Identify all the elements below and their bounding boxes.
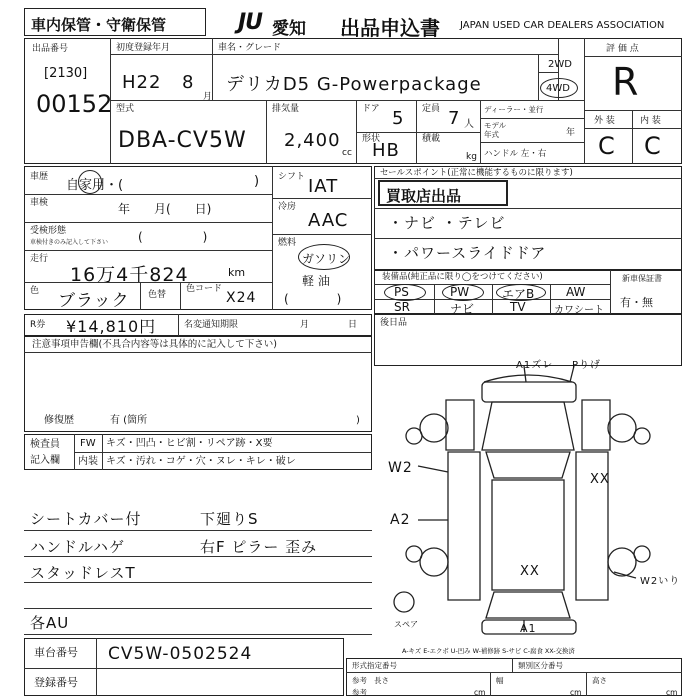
shift-label: シフト [278, 172, 306, 182]
equip-leather: カワシート [554, 305, 604, 316]
diag-xx-rear: XX [520, 564, 540, 579]
corner-label: 車内保管・守衛保管 [31, 16, 167, 34]
notice-day: 日 [348, 320, 358, 330]
remark-3: スタッドレスT [30, 564, 136, 582]
length-label: 長さ [374, 676, 389, 685]
shift-value: IAT [308, 176, 339, 197]
ju-logo: JU [238, 10, 263, 35]
mileage-label: 走行 [30, 254, 49, 264]
remark-right-2: 右F ピラー 歪み [200, 538, 318, 556]
diag-legend: A-キズ E-エクボ U-凹み W-補修跡 S-サビ C-腐食 XX-交換済 [402, 647, 575, 655]
doors-value: 5 [392, 108, 405, 129]
inspector-label1: 検査員 [30, 439, 60, 450]
diag-a1: A1 [520, 622, 537, 635]
inspector-row2: キズ・汚れ・コゲ・穴・ヌレ・キレ・破レ [106, 456, 296, 467]
diag-w2-right: W2いり [640, 576, 681, 587]
displacement-label: 排気量 [272, 104, 300, 114]
equip-airbag: エアB [502, 287, 535, 301]
kg-unit: kg [466, 152, 477, 162]
load-label: 積載 [422, 134, 441, 144]
lot-sub: [2130] [44, 66, 88, 81]
displacement-value: 2,400 [284, 130, 341, 151]
color-code-value: X24 [226, 290, 257, 306]
km-unit: km [228, 266, 246, 279]
chassis-label: 車台番号 [34, 646, 78, 659]
diag-w2: W2 [388, 460, 413, 476]
year-unit: 年 [566, 128, 576, 138]
inspector-label2: 記入欄 [30, 455, 60, 466]
lot-label: 出品番号 [32, 44, 69, 54]
warranty-label: 新車保証書 [622, 274, 662, 283]
remark-right-1: 下廻りS [200, 510, 259, 528]
capacity-value: 7 [448, 108, 461, 129]
model-year-label1: モデル [484, 121, 507, 130]
chassis-value: CV5W-0502524 [108, 644, 253, 664]
warranty-value: 有・無 [620, 296, 653, 309]
later-label: 後日品 [380, 318, 408, 328]
equip-airbag-circle [496, 284, 546, 301]
handle-label: ハンドル 左・右 [484, 149, 547, 159]
ref-label-2: 参考 [352, 688, 367, 697]
person-unit: 人 [464, 119, 474, 130]
lot-number: 00152 [36, 90, 113, 118]
first-reg-month: 8 [182, 72, 195, 93]
corner-label-box [24, 8, 206, 36]
color-code-label: 色コード [186, 284, 223, 294]
color-change-label: 色替 [148, 290, 167, 300]
score-label: 評 価 点 [606, 44, 639, 54]
mileage-value: 16万4千824 [70, 264, 189, 286]
sales-label: セールスポイント(正常に機能するものに限ります) [380, 168, 573, 178]
drive-4wd: 4WD [546, 83, 570, 94]
equip-pw-circle [442, 284, 484, 301]
name-value: デリカD5 G-Powerpackage [226, 74, 482, 95]
repair-label: 修復歴 [44, 415, 74, 426]
shape-value: HB [372, 140, 400, 161]
shaken-value: 年 月( 日) [118, 202, 212, 216]
color-value: ブラック [58, 291, 130, 311]
category-label: 類別区分番号 [518, 661, 563, 670]
equip-aw: AW [566, 285, 586, 299]
repair-close: ) [356, 415, 360, 426]
equip-navi: ナビ [450, 302, 475, 316]
score-value: R [612, 60, 640, 104]
history-label: 車歴 [30, 172, 49, 182]
cm-1: cm [474, 688, 486, 697]
history-value: 自家用・( [66, 178, 124, 193]
r-label: R券 [30, 320, 46, 330]
fuel-label: 燃料 [278, 238, 297, 248]
width-label: 幅 [496, 676, 504, 685]
notice-label: 名変通知期限 [184, 320, 239, 330]
drive-2wd: 2WD [548, 59, 572, 70]
ac-value: AAC [308, 210, 349, 231]
shape-label: 形状 [362, 134, 381, 144]
inspector-row2-head: 内装 [78, 456, 98, 467]
equip-tv: TV [510, 300, 526, 314]
equipment-label: 装備品(純正品に限り◯をつけてください) [382, 272, 543, 282]
fuel-gas-circle [298, 244, 350, 270]
ref-label-1: 参考 [352, 676, 367, 685]
buyer-stamp [378, 180, 508, 206]
fuel-other: ( ) [284, 292, 342, 306]
inspector-row1: キズ・凹凸・ヒビ割・リペア跡・X要 [106, 438, 273, 449]
fuel-diesel: 軽 油 [302, 274, 330, 288]
acceptance-label: 受検形態 [30, 226, 67, 236]
cm-3: cm [666, 688, 678, 697]
cc-unit: cc [342, 148, 352, 158]
acceptance-value: ( ) [138, 230, 208, 244]
notice-month: 月 [300, 320, 310, 330]
sales-line1: ・ナビ ・テレビ [388, 214, 506, 232]
inspector-row1-head: FW [80, 438, 96, 449]
history-paren: ) [254, 174, 260, 189]
color-label: 色 [30, 286, 40, 296]
height-label: 高さ [592, 676, 607, 685]
diag-a1-shift: A1ズレ [516, 360, 554, 371]
shaken-label: 車検 [30, 198, 49, 208]
history-circle [78, 170, 102, 194]
remark-4: 各AU [30, 614, 70, 632]
first-reg-era: H22 [122, 72, 162, 93]
reg-label: 登録番号 [34, 676, 78, 689]
first-reg-label: 初度登録年月 [116, 43, 171, 53]
drive-4wd-circle [540, 78, 578, 98]
interior-value: C [644, 132, 662, 160]
form-title: 出品申込書 [340, 16, 440, 40]
sales-line2: ・パワースライドドア [388, 244, 547, 262]
equip-pw: PW [450, 285, 470, 299]
equip-ps: PS [394, 285, 409, 299]
car-diagram [374, 340, 682, 640]
notes-block [24, 336, 372, 432]
name-label: 車名・グレード [218, 43, 282, 53]
diag-top-right: Pりげ [572, 360, 602, 371]
cm-2: cm [570, 688, 582, 697]
notes-title: 注意事項申告欄(不具合内容等は具体的に記入して下さい) [32, 339, 277, 350]
remark-1: シートカバー付 [30, 510, 142, 528]
exterior-value: C [598, 132, 616, 160]
diag-xx-side: XX [590, 472, 610, 487]
equip-ps-circle [384, 284, 426, 301]
interior-label: 内 装 [640, 116, 661, 126]
month-unit: 月 [203, 92, 213, 102]
equip-sr: SR [394, 300, 410, 314]
r-value: ¥14,810円 [66, 317, 157, 336]
diag-spare: スペア [394, 620, 418, 629]
org-english: JAPAN USED CAR DEALERS ASSOCIATION [460, 20, 665, 31]
type-label: 形式指定番号 [352, 661, 397, 670]
acceptance-note: 車検付きのみ記入して下さい [30, 239, 109, 246]
capacity-label: 定員 [422, 104, 441, 114]
model-value: DBA-CV5W [118, 128, 247, 153]
dealer-label: ディーラー・並行 [484, 105, 544, 114]
remark-2: ハンドルハゲ [30, 538, 125, 556]
doors-label: ドア [362, 104, 380, 114]
fuel-gas: ガソリン [302, 252, 351, 266]
model-year-label2: 年式 [484, 130, 499, 139]
repair-value: 有 (箇所 [110, 415, 148, 426]
diag-a2: A2 [390, 512, 411, 528]
exterior-label: 外 装 [594, 116, 615, 126]
ac-label: 冷房 [278, 202, 297, 212]
model-label: 型式 [116, 104, 135, 114]
org-name: 愛知 [272, 19, 306, 39]
buyer-stamp-text: 買取店出品 [386, 187, 462, 205]
